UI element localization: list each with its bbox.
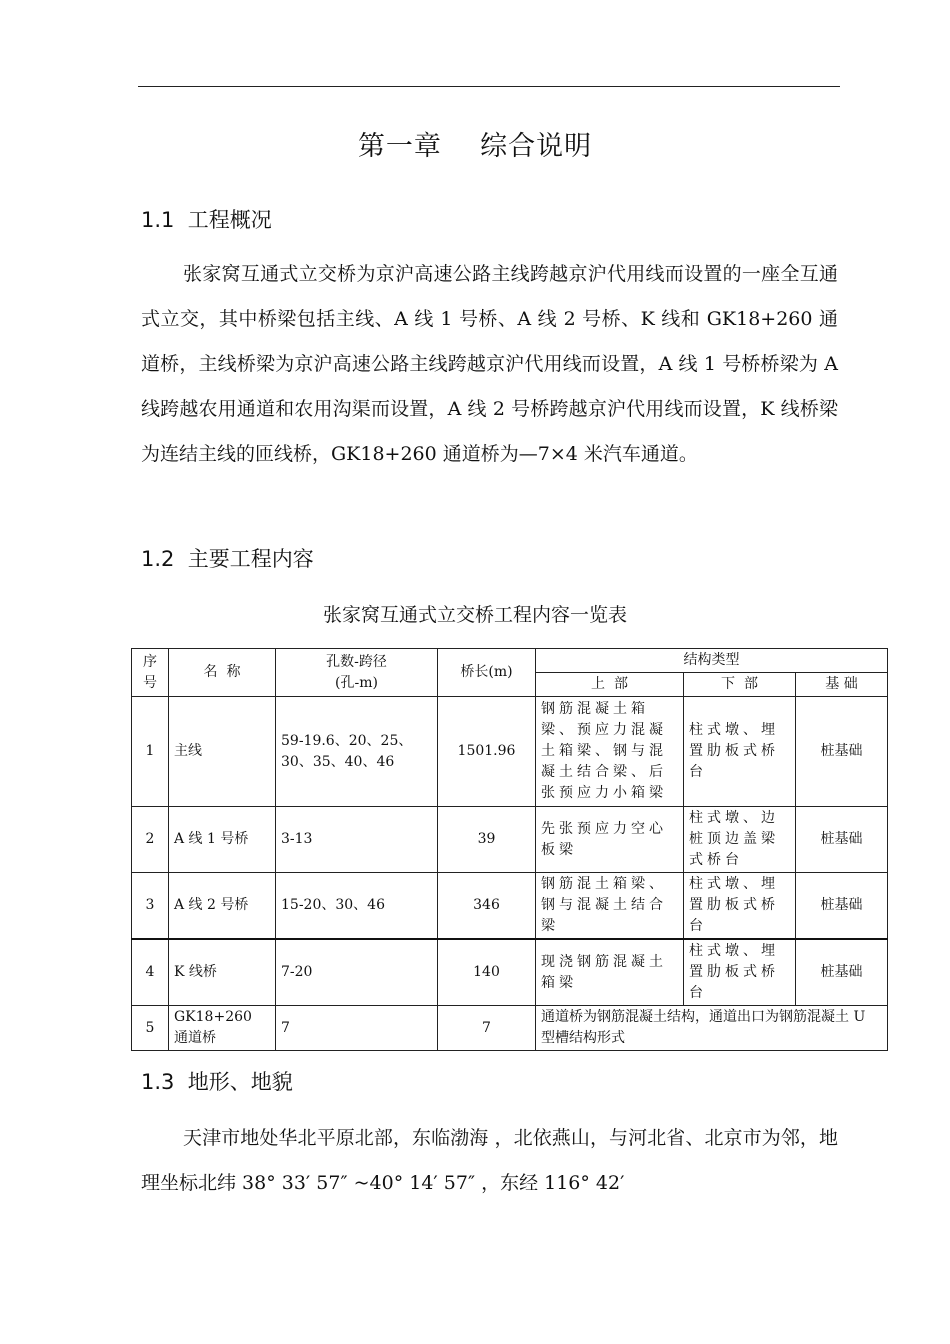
table-row xyxy=(132,697,888,807)
row-no: 5 xyxy=(132,1006,169,1051)
header-name: 名 称 xyxy=(169,649,276,697)
row-name: 主线 xyxy=(169,697,276,807)
header-foundation: 基 础 xyxy=(796,673,888,697)
row-length: 7 xyxy=(438,1006,536,1051)
row-foundation: 桩基础 xyxy=(796,873,888,940)
row-name: A 线 1 号桥 xyxy=(169,807,276,873)
row-foundation: 桩基础 xyxy=(796,697,888,807)
row-upper: 先张预应力空心板梁 xyxy=(536,807,684,873)
overview-paragraph: 张家窝互通式立交桥为京沪高速公路主线跨越京沪代用线而设置的一座全互通式立交，其中桥梁包括主线、A 线 1 号桥、A 线 2 号桥、K 线和 GK18+260 通道桥，主线桥梁为京沪高速公路主线跨越京沪代用线而设置，A 线 1 号桥桥梁为 A 线跨越农用通道和农用沟渠而设置，A 线 2 号桥跨越京沪代用线而设置，K 线桥梁为连结主线的匝线桥，GK18+260 通道桥为—7×4 米汽车通道。 xyxy=(141,263,838,465)
header-lower: 下 部 xyxy=(684,673,796,697)
header-rule xyxy=(138,86,840,87)
header-upper: 上 部 xyxy=(536,673,684,697)
row-structure-note: 通道桥为钢筋混凝土结构，通道出口为钢筋混凝土 U 型槽结构形式 xyxy=(536,1006,888,1051)
chapter-title: 第一章 综合说明 xyxy=(357,131,593,162)
header-no: 序号 xyxy=(132,649,169,697)
row-name: A 线 2 号桥 xyxy=(169,873,276,940)
row-foundation: 桩基础 xyxy=(796,807,888,873)
row-upper: 现浇钢筋混凝土箱梁 xyxy=(536,939,684,1006)
row-length: 1501.96 xyxy=(438,697,536,807)
table-caption: 张家窝互通式立交桥工程内容一览表 xyxy=(322,604,627,626)
row-name: K 线桥 xyxy=(169,939,276,1006)
row-foundation: 桩基础 xyxy=(796,939,888,1006)
row-name: GK18+260 通道桥 xyxy=(169,1006,276,1051)
table-header-row xyxy=(132,649,888,673)
row-lower: 柱式墩、埋置肋板式桥台 xyxy=(684,697,796,807)
row-length: 39 xyxy=(438,807,536,873)
row-span: 7-20 xyxy=(276,939,438,1006)
row-span: 59-19.6、20、25、30、35、40、46 xyxy=(276,697,438,807)
section-heading-1-3: 1.3 地形、地貌 xyxy=(141,1070,293,1094)
table-row xyxy=(132,1006,888,1051)
row-lower: 柱式墩、埋置肋板式桥台 xyxy=(684,873,796,940)
header-structure: 结构类型 xyxy=(536,649,888,673)
row-no: 4 xyxy=(132,939,169,1006)
table-row xyxy=(132,807,888,873)
row-length: 346 xyxy=(438,873,536,940)
row-no: 1 xyxy=(132,697,169,807)
header-span-line2: (孔-m) xyxy=(335,674,378,691)
works-table xyxy=(131,648,888,1051)
row-lower: 柱式墩、边桩顶边盖梁式桥台 xyxy=(684,807,796,873)
row-no: 2 xyxy=(132,807,169,873)
row-span: 3-13 xyxy=(276,807,438,873)
section-heading-1-1: 1.1 工程概况 xyxy=(141,208,272,232)
row-span: 15-20、30、46 xyxy=(276,873,438,940)
table-row xyxy=(132,939,888,1006)
section-heading-1-2: 1.2 主要工程内容 xyxy=(141,547,314,571)
header-length: 桥长(m) xyxy=(438,649,536,697)
row-span: 7 xyxy=(276,1006,438,1051)
table-row xyxy=(132,873,888,940)
row-upper: 钢筋混凝土箱梁、预应力混凝土箱梁、钢与混凝土结合梁、后张预应力小箱梁 xyxy=(536,697,684,807)
row-upper: 钢筋混土箱梁、钢与混凝土结合梁 xyxy=(536,873,684,940)
terrain-paragraph: 天津市地处华北平原北部，东临渤海 ，北依燕山，与河北省、北京市为邻，地理坐标北纬 38° 33′ 57″ ~40° 14′ 57″ ，东经 116° 42′ xyxy=(141,1127,838,1194)
row-lower: 柱式墩、埋置肋板式桥台 xyxy=(684,939,796,1006)
header-span xyxy=(276,649,438,697)
row-no: 3 xyxy=(132,873,169,940)
header-span-line1: 孔数-跨径 xyxy=(326,653,387,670)
row-length: 140 xyxy=(438,939,536,1006)
